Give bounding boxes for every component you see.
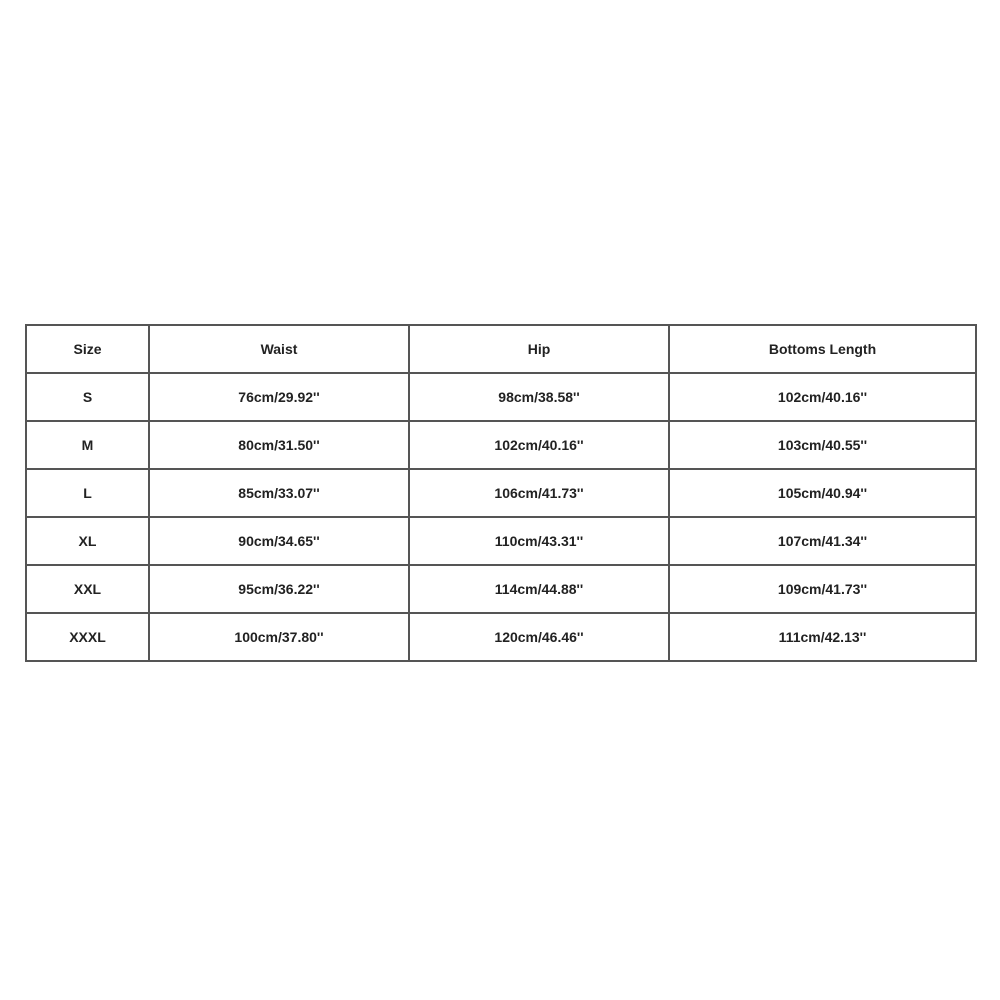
table-header-row — [26, 325, 976, 373]
cell-waist: 100cm/37.80'' — [149, 613, 409, 661]
cell-hip: 106cm/41.73'' — [409, 469, 669, 517]
cell-waist: 95cm/36.22'' — [149, 565, 409, 613]
table-row — [26, 613, 976, 661]
table-row — [26, 565, 976, 613]
cell-size: XXL — [26, 565, 149, 613]
header-bottoms-length: Bottoms Length — [669, 325, 976, 373]
header-hip: Hip — [409, 325, 669, 373]
cell-hip: 102cm/40.16'' — [409, 421, 669, 469]
table-row — [26, 421, 976, 469]
cell-bottoms-length: 105cm/40.94'' — [669, 469, 976, 517]
cell-hip: 98cm/38.58'' — [409, 373, 669, 421]
cell-waist: 85cm/33.07'' — [149, 469, 409, 517]
cell-size: M — [26, 421, 149, 469]
cell-waist: 80cm/31.50'' — [149, 421, 409, 469]
cell-size: S — [26, 373, 149, 421]
cell-bottoms-length: 107cm/41.34'' — [669, 517, 976, 565]
cell-bottoms-length: 111cm/42.13'' — [669, 613, 976, 661]
cell-hip: 110cm/43.31'' — [409, 517, 669, 565]
cell-hip: 114cm/44.88'' — [409, 565, 669, 613]
cell-bottoms-length: 109cm/41.73'' — [669, 565, 976, 613]
header-size: Size — [26, 325, 149, 373]
table-row — [26, 469, 976, 517]
cell-waist: 76cm/29.92'' — [149, 373, 409, 421]
cell-hip: 120cm/46.46'' — [409, 613, 669, 661]
table-row — [26, 373, 976, 421]
cell-size: XL — [26, 517, 149, 565]
size-chart-table — [25, 324, 977, 662]
cell-size: L — [26, 469, 149, 517]
cell-size: XXXL — [26, 613, 149, 661]
cell-waist: 90cm/34.65'' — [149, 517, 409, 565]
cell-bottoms-length: 103cm/40.55'' — [669, 421, 976, 469]
table-row — [26, 517, 976, 565]
cell-bottoms-length: 102cm/40.16'' — [669, 373, 976, 421]
header-waist: Waist — [149, 325, 409, 373]
